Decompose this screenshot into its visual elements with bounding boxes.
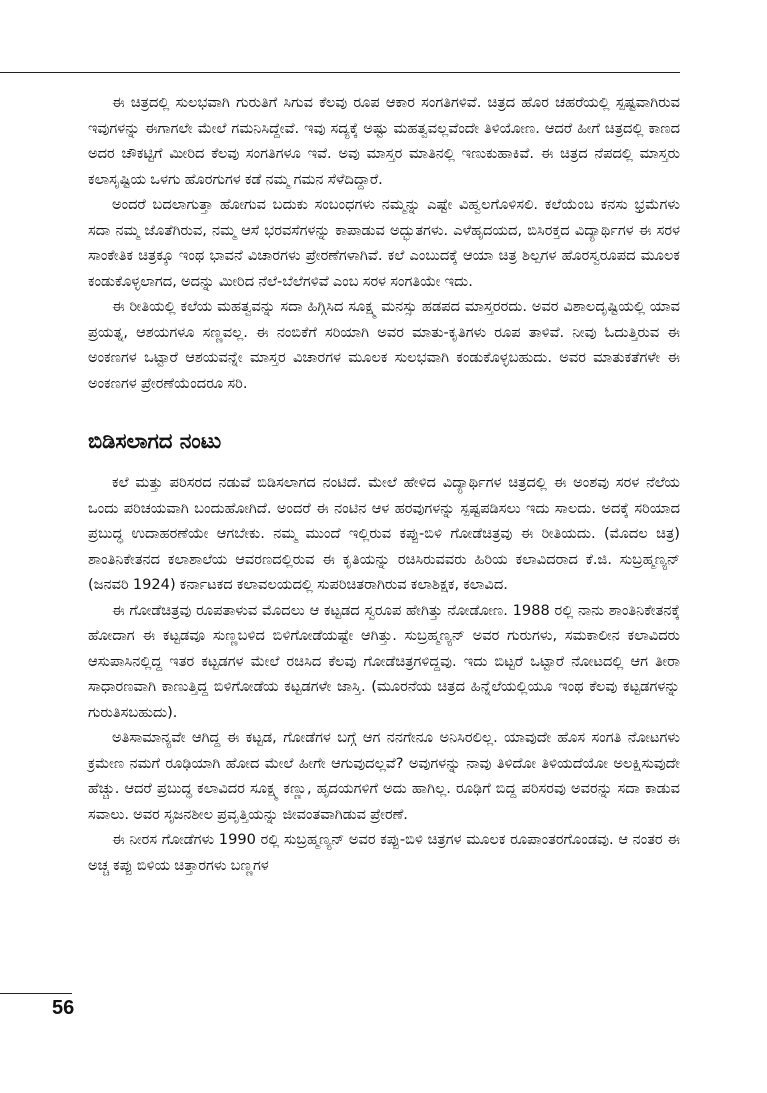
section-heading: ಬಿಡಿಸಲಾಗದ ನಂಟು [88, 429, 222, 453]
paragraph-1: ಈ ಚಿತ್ರದಲ್ಲಿ ಸುಲಭವಾಗಿ ಗುರುತಿಗೆ ಸಿಗುವ ಕೆಲವು ರೂಪ ಆಕಾರ ಸಂಗತಿಗಳಿವೆ. ಚಿತ್ರದ ಹೊರ ಚಹರೆಯಲ್ಲಿ ಸ್ಪಷ್ಟವಾಗಿರುವ ಇವುಗಳನ್ನು ಈಗಾಗಲೇ ಮೇಲೆ ಗಮನಿಸಿದ್ದೇವೆ. ಇವು ಸದ್ಯಕ್ಕೆ ಅಷ್ಟು ಮಹತ್ವವಲ್ಲವೆಂದೇ ತಿಳಿಯೋಣ. ಆದರೆ ಹೀಗೆ ಚಿತ್ರದಲ್ಲಿ ಕಾಣದ ಅದರ ಚೌಕಟ್ಟಿಗೆ ಮೀರಿದ ಕೆಲವು ಸಂಗತಿಗಳೂ ಇವೆ. ಅವು ಮಾಸ್ತರ ಮಾತಿನಲ್ಲಿ ಇಣುಕುಹಾಕಿವೆ. ಈ ಚಿತ್ರದ ನೆಪದಲ್ಲಿ ಮಾಸ್ತರು ಕಲಾಸೃಷ್ಟಿಯ ಒಳಗು ಹೊರಗುಗಳ ಕಡೆ ನಮ್ಮ ಗಮನ ಸೆಳೆದಿದ್ದಾರೆ. [88, 94, 680, 188]
section-paragraph-1: ಕಲೆ ಮತ್ತು ಪರಿಸರದ ನಡುವೆ ಬಿಡಿಸಲಾಗದ ನಂಟಿದೆ. ಮೇಲೆ ಹೇಳಿದ ವಿದ್ಯಾರ್ಥಿಗಳ ಚಿತ್ರದಲ್ಲಿ ಈ ಅಂಶವು ಸರಳ ನೆಲೆಯ ಒಂದು ಪರಿಚಯವಾಗಿ ಬಂದುಹೋಗಿದೆ. ಅಂದರೆ ಈ ನಂಟಿನ ಆಳ ಹರವುಗಳನ್ನು ಸ್ಪಷ್ಟಪಡಿಸಲು ಇದು ಸಾಲದು. ಅದಕ್ಕೆ ಸರಿಯಾದ ಪ್ರಬುದ್ಧ ಉದಾಹರಣೆಯೇ ಆಗಬೇಕು. ನಮ್ಮ ಮುಂದೆ ಇಲ್ಲಿರುವ ಕಪ್ಪು-ಬಿಳಿ ಗೋಡೆಚಿತ್ರವು ಈ ರೀತಿಯದು. (ಮೊದಲ ಚಿತ್ರ) ಶಾಂತಿನಿಕೇತನದ ಕಲಾಶಾಲೆಯ ಆವರಣದಲ್ಲಿರುವ ಈ ಕೃತಿಯನ್ನು ರಚಿಸಿರುವವರು ಹಿರಿಯ ಕಲಾವಿದರಾದ ಕೆ.ಜಿ. ಸುಬ್ರಹ್ಮಣ್ಯನ್ (ಜನವರಿ 1924) ಕರ್ನಾಟಕದ ಕಲಾವಲಯದಲ್ಲಿ ಸುಪರಿಚಿತರಾಗಿರುವ ಕಲಾಶಿಕ್ಷಕ, ಕಲಾವಿದ. [88, 474, 680, 593]
text-column [88, 90, 680, 878]
page-number: 56 [52, 997, 75, 1019]
header-rule [0, 72, 680, 73]
paragraph-2: ಅಂದರೆ ಬದಲಾಗುತ್ತಾ ಹೋಗುವ ಬದುಕು ಸಂಬಂಧಗಳು ನಮ್ಮನ್ನು ಎಷ್ಟೇ ವಿಹ್ವಲಗೊಳಿಸಲಿ. ಕಲೆಯೆಂಬ ಕನಸು ಭ್ರಮೆಗಳು ಸದಾ ನಮ್ಮ ಜೊತೆಗಿರುವ, ನಮ್ಮ ಆಸೆ ಭರವಸೆಗಳನ್ನು ಕಾಪಾಡುವ ಅದ್ಭುತಗಳು. ಎಳೆಹೃದಯದ, ಬಿಸಿರಕ್ತದ ವಿದ್ಯಾರ್ಥಿಗಳ ಈ ಸರಳ ಸಾಂಕೇತಿಕ ಚಿತ್ರಕ್ಕೂ ಇಂಥ ಭಾವನೆ ವಿಚಾರಗಳು ಪ್ರೇರಣೆಗಳಾಗಿವೆ. ಕಲೆ ಎಂಬುದಕ್ಕೆ ಆಯಾ ಚಿತ್ರ ಶಿಲ್ಪಗಳ ಹೊರಸ್ವರೂಪದ ಮೂಲಕ ಕಂಡುಕೊಳ್ಳಲಾಗದ, ಅದನ್ನು ಮೀರಿದ ನೆಲೆ-ಬೆಲೆಗಳಿವೆ ಎಂಬ ಸರಳ ಸಂಗತಿಯೇ ಇದು. [88, 196, 680, 290]
section-paragraph-3: ಅತಿಸಾಮಾನ್ಯವೇ ಆಗಿದ್ದ ಈ ಕಟ್ಟಡ, ಗೋಡೆಗಳ ಬಗ್ಗೆ ಆಗ ನನಗೇನೂ ಅನಿಸಿರಲಿಲ್ಲ. ಯಾವುದೇ ಹೊಸ ಸಂಗತಿ ನೋಟಗಳು ಕ್ರಮೇಣ ನಮಗೆ ರೂಢಿಯಾಗಿ ಹೋದ ಮೇಲೆ ಹೀಗೇ ಆಗುವುದಲ್ಲವೆ? ಅವುಗಳನ್ನು ನಾವು ತಿಳಿದೋ ತಿಳಿಯದೆಯೋ ಅಲಕ್ಷಿಸುವುದೇ ಹೆಚ್ಚು. ಆದರೆ ಪ್ರಬುದ್ಧ ಕಲಾವಿದರ ಸೂಕ್ಷ್ಮ ಕಣ್ಣು, ಹೃದಯಗಳಿಗೆ ಅದು ಹಾಗಿಲ್ಲ. ರೂಢಿಗೆ ಬಿದ್ದ ಪರಿಸರವು ಅವರನ್ನು ಸದಾ ಕಾಡುವ ಸವಾಲು. ಅವರ ಸೃಜನಶೀಲ ಪ್ರವೃತ್ತಿಯನ್ನು ಜೀವಂತವಾಗಿಡುವ ಪ್ರೇರಣೆ. [88, 729, 680, 823]
section-paragraph-4: ಈ ನೀರಸ ಗೋಡೆಗಳು 1990 ರಲ್ಲಿ ಸುಬ್ರಹ್ಮಣ್ಯನ್ ಅವರ ಕಪ್ಪು-ಬಿಳಿ ಚಿತ್ರಗಳ ಮೂಲಕ ರೂಪಾಂತರಗೊಂಡವು. ಆ ನಂತರ ಈ ಅಚ್ಚ ಕಪ್ಪು ಬಿಳಿಯ ಚಿತ್ತಾರಗಳು ಬಣ್ಣಗಳ [88, 831, 680, 874]
paragraph-3: ಈ ರೀತಿಯಲ್ಲಿ ಕಲೆಯ ಮಹತ್ವವನ್ನು ಸದಾ ಹಿಗ್ಗಿಸಿದ ಸೂಕ್ಷ್ಮ ಮನಸ್ಸು ಹಡಪದ ಮಾಸ್ತರರದು. ಅವರ ವಿಶಾಲದೃಷ್ಟಿಯಲ್ಲಿ ಯಾವ ಪ್ರಯತ್ನ, ಆಶಯಗಳೂ ಸಣ್ಣವಲ್ಲ. ಈ ನಂಬಿಕೆಗೆ ಸರಿಯಾಗಿ ಅವರ ಮಾತು-ಕೃತಿಗಳು ರೂಪ ತಾಳಿವೆ. ನೀವು ಓದುತ್ತಿರುವ ಈ ಅಂಕಣಗಳ ಒಟ್ಟಾರೆ ಆಶಯವನ್ನೇ ಮಾಸ್ತರ ವಿಚಾರಗಳ ಮೂಲಕ ಸುಲಭವಾಗಿ ಕಂಡುಕೊಳ್ಳಬಹುದು. ಅವರ ಮಾತುಕತೆಗಳೇ ಈ ಅಂಕಣಗಳ ಪ್ರೇರಣೆಯೆಂದರೂ ಸರಿ. [88, 298, 680, 392]
footer-rule [0, 993, 72, 994]
section-paragraph-2: ಈ ಗೋಡೆಚಿತ್ರವು ರೂಪತಾಳುವ ಮೊದಲು ಆ ಕಟ್ಟಡದ ಸ್ವರೂಪ ಹೇಗಿತ್ತು ನೋಡೋಣ. 1988 ರಲ್ಲಿ ನಾನು ಶಾಂತಿನಿಕೇತನಕ್ಕೆ ಹೋದಾಗ ಈ ಕಟ್ಟಡವೂ ಸುಣ್ಣಬಳಿದ ಬಿಳಿಗೋಡೆಯಷ್ಟೇ ಆಗಿತ್ತು. ಸುಬ್ರಹ್ಮಣ್ಯನ್ ಅವರ ಗುರುಗಳು, ಸಮಕಾಲೀನ ಕಲಾವಿದರು ಆಸುಪಾಸಿನಲ್ಲಿದ್ದ ಇತರ ಕಟ್ಟಡಗಳ ಮೇಲೆ ರಚಿಸಿದ ಕೆಲವು ಗೋಡೆಚಿತ್ರಗಳಿದ್ದವು. ಇದು ಬಿಟ್ಟರೆ ಒಟ್ಟಾರೆ ನೋಟದಲ್ಲಿ ಆಗ ತೀರಾ ಸಾಧಾರಣವಾಗಿ ಕಾಣುತ್ತಿದ್ದ ಬಿಳಿಗೋಡೆಯ ಕಟ್ಟಡಗಳೇ ಜಾಸ್ತಿ. (ಮೂರನೆಯ ಚಿತ್ರದ ಹಿನ್ನೆಲೆಯಲ್ಲಿಯೂ ಇಂಥ ಕೆಲವು ಕಟ್ಟಡಗಳನ್ನು ಗುರುತಿಸಬಹುದು). [88, 601, 680, 721]
